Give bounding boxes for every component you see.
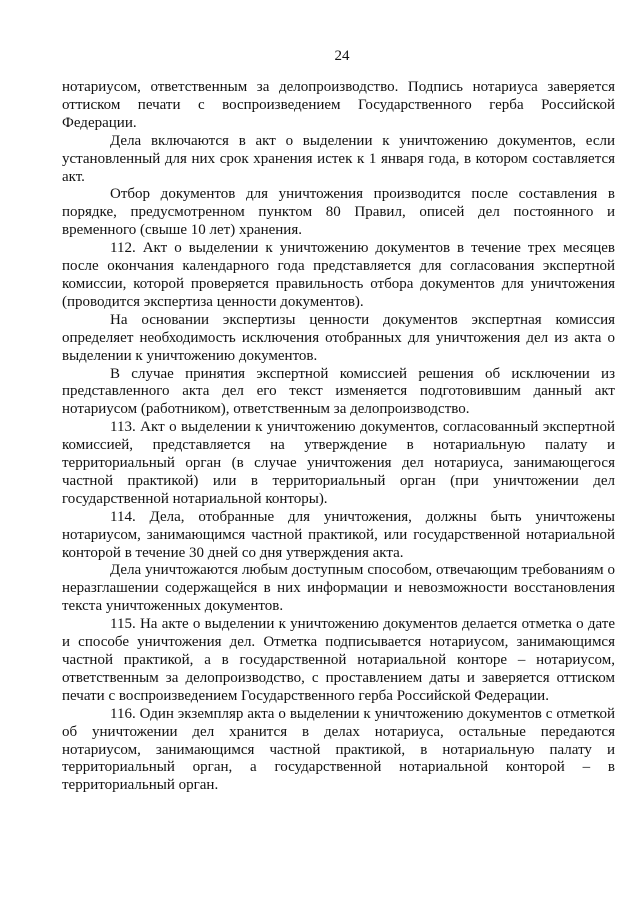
- text-line: текста уничтоженных документов.: [62, 598, 284, 615]
- paragraph: [62, 79, 615, 133]
- text-line: 116. Один экземпляр акта о выделении к уничтожению документов с отметкой: [110, 705, 615, 722]
- paragraph: [62, 509, 615, 563]
- text-line: территориальный орган.: [62, 777, 219, 794]
- text-line: нотариусом (работником), ответственным за делопроизводство.: [62, 401, 470, 418]
- text-line: 115. На акте о выделении к уничтожению документов делается отметка о дате: [110, 616, 615, 633]
- paragraph: [62, 366, 615, 420]
- text-line: Дела уничтожаются любым доступным способом, отвечающим требованиям о: [110, 562, 615, 579]
- text-line: частной практикой, а в государственной нотариальной конторе – нотариусом,: [62, 652, 615, 668]
- text-line: Отбор документов для уничтожения производится после составления в: [110, 186, 615, 203]
- text-line: комиссией, представляется на утверждение в нотариальную палату и: [62, 437, 615, 454]
- paragraph: [62, 419, 615, 509]
- text-line: нотариусом, ответственным за делопроизводство. Подпись нотариуса заверяется: [62, 79, 615, 95]
- text-line: порядке, предусмотренном пунктом 80 Правил, описей дел постоянного и: [62, 204, 615, 221]
- text-line: 114. Дела, отобранные для уничтожения, должны быть уничтожены: [110, 508, 615, 525]
- text-line: частной практикой) или в территориальный орган (при уничтожении дел: [62, 472, 615, 489]
- paragraph: [62, 186, 615, 240]
- paragraph: [62, 312, 615, 366]
- text-line: оттиском печати с воспроизведением Государственного герба Российской: [62, 96, 615, 113]
- text-line: 113. Акт о выделении к уничтожению документов, согласованный экспертной: [110, 419, 615, 436]
- text-line: нотариусом, занимающимся частной практикой, или государственной нотариальной: [62, 526, 615, 543]
- text-line: акт.: [62, 168, 85, 185]
- text-line: выделении к уничтожению документов.: [62, 347, 318, 364]
- text-line: комиссии, которой проверяется правильность отбора документов для уничтожения: [62, 275, 615, 292]
- text-line: В случае принятия экспертной комиссией решения об исключении из: [110, 365, 615, 382]
- text-line: печати с воспроизведением Государственного герба Российской Федерации.: [62, 687, 549, 704]
- text-line: определяет необходимость исключения отобранных для уничтожения дел из акта о: [62, 329, 615, 346]
- text-line: территориальный орган (в случае уничтожения дел нотариуса, занимающегося: [62, 455, 615, 472]
- text-line: установленный для них срок хранения истек к 1 января года, в котором составляется: [62, 150, 615, 167]
- page-number: 24: [334, 48, 350, 64]
- text-line: представленного акта дел его текст изменяется подготовившим данный акт: [62, 383, 615, 400]
- text-line: территориальный орган, а государственной нотариальной конторой – в: [62, 759, 615, 776]
- text-line: нотариусом, занимающимся частной практикой, в нотариальную палату и: [62, 741, 615, 758]
- text-line: об уничтожении дел хранится в делах нотариуса, остальные передаются: [62, 723, 615, 740]
- text-line: после окончания календарного года представляется для согласования экспертной: [62, 258, 615, 275]
- text-line: временного (свыше 10 лет) хранения.: [62, 222, 302, 239]
- paragraph: [62, 240, 615, 312]
- text-line: 112. Акт о выделении к уничтожению документов в течение трех месяцев: [110, 240, 615, 257]
- paragraph: [62, 133, 615, 187]
- paragraph: [62, 706, 615, 796]
- text-line: Федерации.: [62, 114, 137, 131]
- text-line: неразглашении содержащейся в них информации и невозможности восстановления: [62, 580, 615, 597]
- text-line: конторой в течение 30 дней со дня утверждения акта.: [62, 544, 404, 561]
- text-line: Дела включаются в акт о выделении к уничтожению документов, если: [110, 132, 615, 149]
- text-line: (проводится экспертиза ценности документов).: [62, 293, 364, 310]
- paragraph: [62, 562, 615, 616]
- paragraph: [62, 616, 615, 706]
- text-line: На основании экспертизы ценности документов экспертная комиссия: [110, 311, 615, 328]
- text-line: ответственным за делопроизводство, с проставлением даты и заверяется оттиском: [62, 669, 615, 686]
- text-line: и способе уничтожения дел. Отметка подписывается нотариусом, занимающимся: [62, 634, 615, 651]
- text-line: государственной нотариальной конторы).: [62, 490, 328, 507]
- document-body: [62, 79, 615, 795]
